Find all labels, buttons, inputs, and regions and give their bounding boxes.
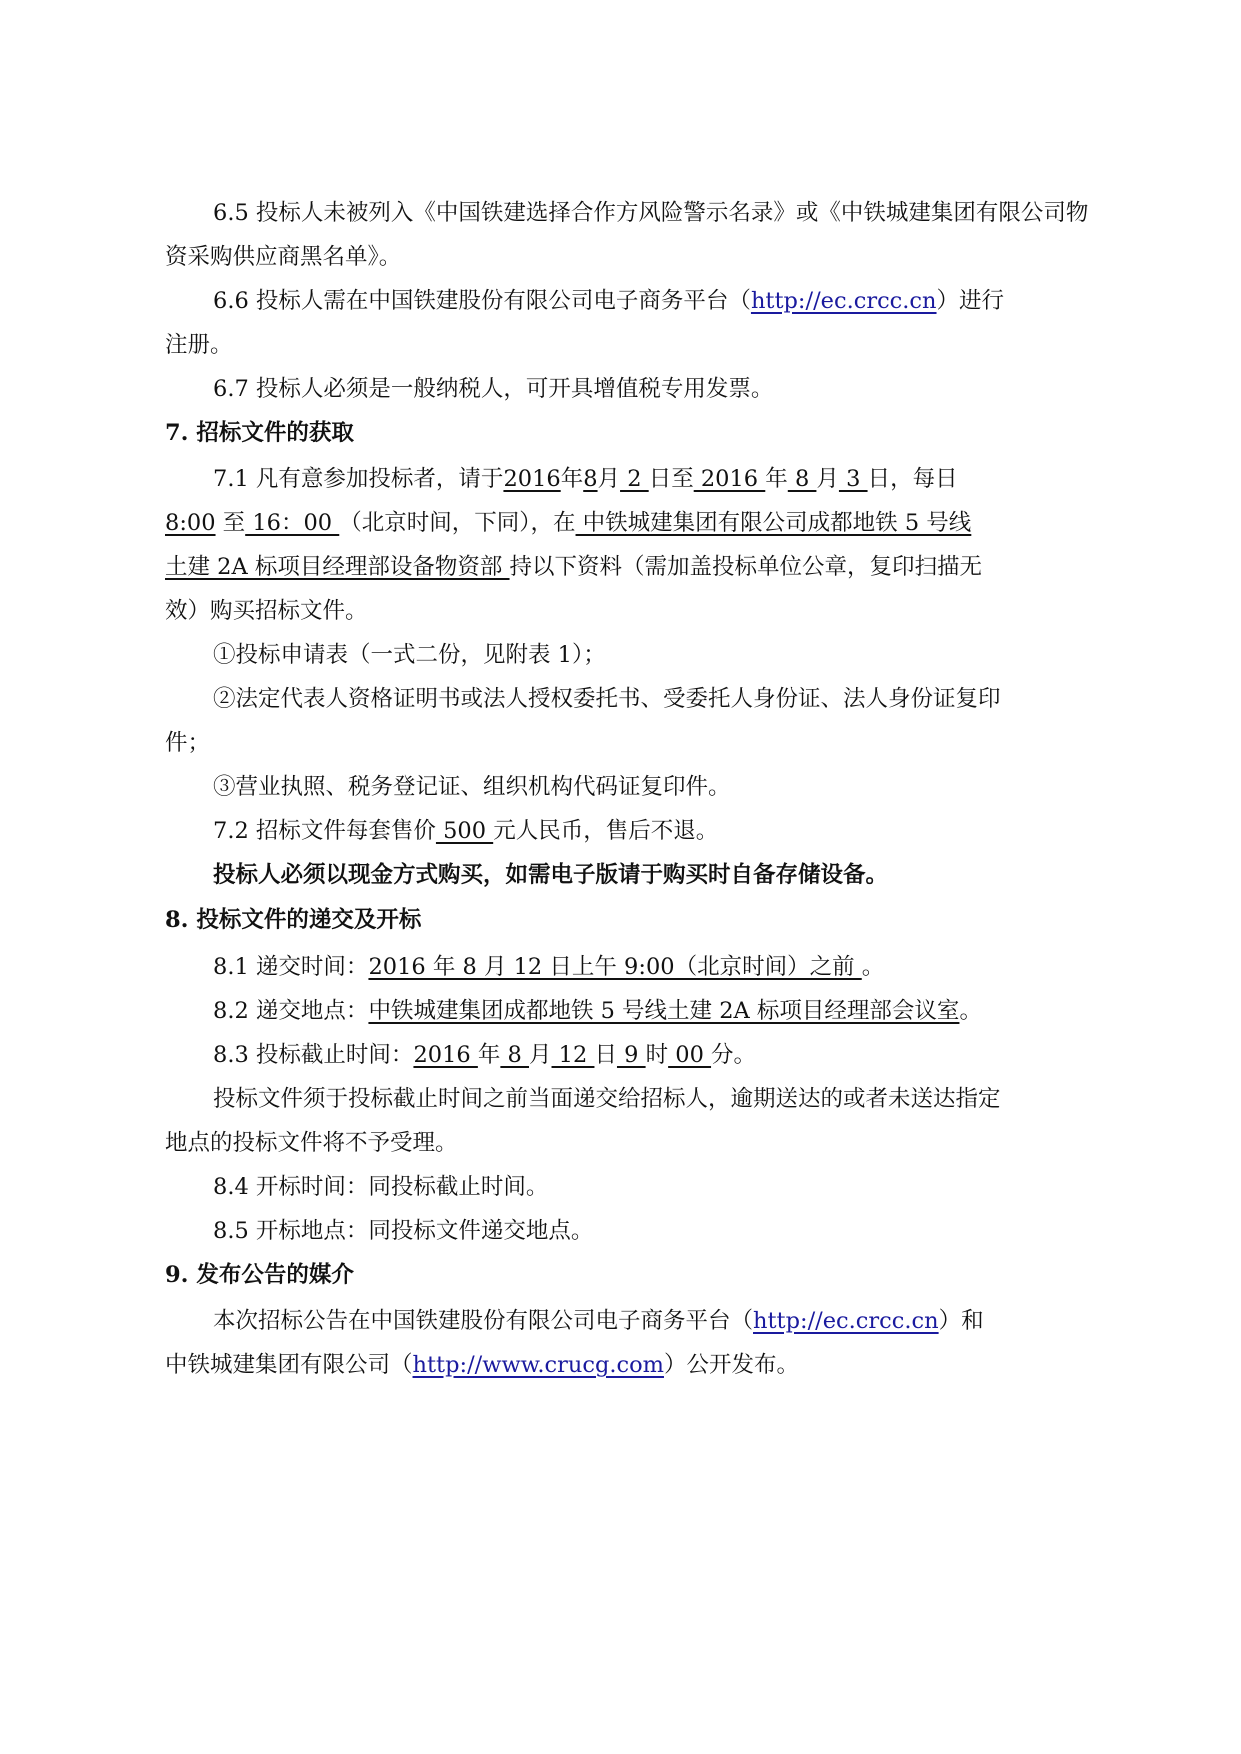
para-8-5 [213, 1216, 593, 1246]
p83-text-3: 月 [529, 1042, 552, 1068]
para-6-5-line1 [213, 198, 1088, 228]
p83-year: 2016 [413, 1042, 478, 1068]
p71-text-4: 日至 [648, 466, 694, 492]
p71-text-11: 效）购买招标文件。 [165, 598, 368, 624]
p83-text-5: 时 [645, 1042, 669, 1068]
para-6-5-cont: 资采购供应商黑名单》。 [165, 244, 402, 270]
list-item-1 [213, 640, 606, 670]
section-9-title: 9. 发布公告的媒介 [165, 1262, 354, 1288]
p83-minute: 00 [668, 1042, 712, 1068]
para-6-6-line1 [213, 286, 1004, 316]
p72-price: 500 [435, 818, 494, 844]
list-item-3-text: ③营业执照、税务登记证、组织机构代码证复印件。 [213, 774, 731, 800]
p82-value: 中铁城建集团成都地铁 5 号线土建 2A 标项目经理部会议室 [368, 998, 960, 1024]
p83-text-6: 分。 [711, 1042, 757, 1068]
p71-end-day: 3 [838, 466, 868, 492]
p71-start-day: 2 [620, 466, 649, 492]
para-6-7 [213, 374, 773, 404]
para-7-2 [213, 816, 718, 846]
para-6-7-text: 6.7 投标人必须是一般纳税人，可开具增值税专用发票。 [213, 376, 774, 402]
p82-label: 8.2 递交地点： [213, 998, 369, 1024]
p71-end-month: 8 [787, 466, 817, 492]
list-item-2-line1 [213, 684, 1001, 714]
para-9-line2 [165, 1350, 799, 1380]
p81-end: 。 [861, 954, 885, 980]
list-item-2-line2 [165, 728, 210, 758]
para-6-5-text: 6.5 投标人未被列入《中国铁建选择合作方风险警示名录》或《中铁城建集团有限公司物 [213, 200, 1089, 226]
list-item-2-text: ②法定代表人资格证明书或法人授权委托书、受委托人身份证、法人身份证复印 [213, 686, 1001, 712]
para-8-3-note-line1 [213, 1084, 1001, 1114]
purchase-note-text: 投标人必须以现金方式购买，如需电子版请于购买时自备存储设备。 [213, 862, 889, 888]
p83-hour: 9 [616, 1042, 646, 1068]
p71-text-8: 至 [215, 510, 246, 536]
list-item-1-text: ①投标申请表（一式二份，见附表 1）； [213, 642, 606, 668]
purchase-note [213, 860, 888, 890]
list-item-3 [213, 772, 731, 802]
p71-text-3: 月 [597, 466, 621, 492]
p71-start-month: 8 [583, 466, 598, 492]
para-8-3 [213, 1040, 756, 1070]
para-6-5-line2 [165, 242, 401, 272]
p9-text-1: 本次招标公告在中国铁建股份有限公司电子商务平台（ [213, 1308, 754, 1334]
p83-note-cont: 地点的投标文件将不予受理。 [165, 1130, 458, 1156]
p71-start-time: 8:00 [165, 510, 216, 536]
p9-text-4: ）公开发布。 [663, 1352, 799, 1378]
para-8-4 [213, 1172, 548, 1202]
p83-day: 12 [551, 1042, 595, 1068]
section-7-heading [165, 418, 354, 448]
para-7-1-line3 [165, 552, 982, 582]
crucg-link[interactable]: http://www.crucg.com [412, 1352, 664, 1378]
p72-text-2: 元人民币，售后不退。 [493, 818, 719, 844]
p85-text: 8.5 开标地点：同投标文件递交地点。 [213, 1218, 594, 1244]
para-6-6-tail: ）进行 [936, 288, 1005, 314]
p9-text-3: 中铁城建集团有限公司（ [165, 1352, 413, 1378]
p82-end: 。 [959, 998, 982, 1024]
section-8-heading [165, 905, 421, 935]
p83-month: 8 [500, 1042, 529, 1068]
p81-value: 2016 年 8 月 12 日上午 9:00（北京时间）之前 [368, 954, 862, 980]
para-8-2 [213, 996, 982, 1026]
p81-label: 8.1 递交时间： [213, 954, 369, 980]
p71-text-5: 年 [765, 466, 788, 492]
para-8-1 [213, 952, 884, 982]
p71-location-2: 土建 2A 标项目经理部设备物资部 [165, 554, 510, 580]
para-7-1-line2 [165, 508, 971, 538]
p71-text-1: 7.1 凡有意参加投标者，请于 [213, 466, 504, 492]
para-6-6-line2 [165, 330, 233, 360]
crcc-link-2[interactable]: http://ec.crcc.cn [753, 1308, 939, 1334]
p71-text-10: 持以下资料（需加盖投标单位公章，复印扫描无 [509, 554, 983, 580]
section-8-title: 8. 投标文件的递交及开标 [165, 907, 422, 933]
para-9-line1 [213, 1306, 984, 1336]
para-6-6-text: 6.6 投标人需在中国铁建股份有限公司电子商务平台（ [213, 288, 751, 314]
para-7-1-line1 [213, 464, 958, 494]
p71-start-year: 2016 [503, 466, 561, 492]
section-7-title: 7. 招标文件的获取 [165, 420, 354, 446]
p84-text: 8.4 开标时间：同投标截止时间。 [213, 1174, 549, 1200]
p71-end-year: 2016 [693, 466, 766, 492]
p72-text-1: 7.2 招标文件每套售价 [213, 818, 436, 844]
list-item-2-cont: 件； [165, 730, 211, 756]
crcc-link[interactable]: http://ec.crcc.cn [750, 288, 937, 314]
para-8-3-note-line2 [165, 1128, 458, 1158]
para-6-6-cont: 注册。 [165, 332, 233, 358]
p83-label: 8.3 投标截止时间： [213, 1042, 414, 1068]
para-7-1-line4 [165, 596, 368, 626]
p71-text-6: 月 [816, 466, 839, 492]
p71-text-9: （北京时间，下同），在 [339, 510, 576, 536]
p71-end-time: 16：00 [245, 510, 340, 536]
p83-note-text: 投标文件须于投标截止时间之前当面递交给招标人，逾期送达的或者未送达指定 [213, 1086, 1001, 1112]
p83-text-2: 年 [477, 1042, 501, 1068]
p9-text-2: ）和 [938, 1308, 984, 1334]
p71-text-7: 日，每日 [867, 466, 958, 492]
p71-location-1: 中铁城建集团有限公司成都地铁 5 号线 [575, 510, 972, 536]
p71-text-2: 年 [560, 466, 584, 492]
p83-text-4: 日 [594, 1042, 617, 1068]
section-9-heading [165, 1260, 354, 1290]
